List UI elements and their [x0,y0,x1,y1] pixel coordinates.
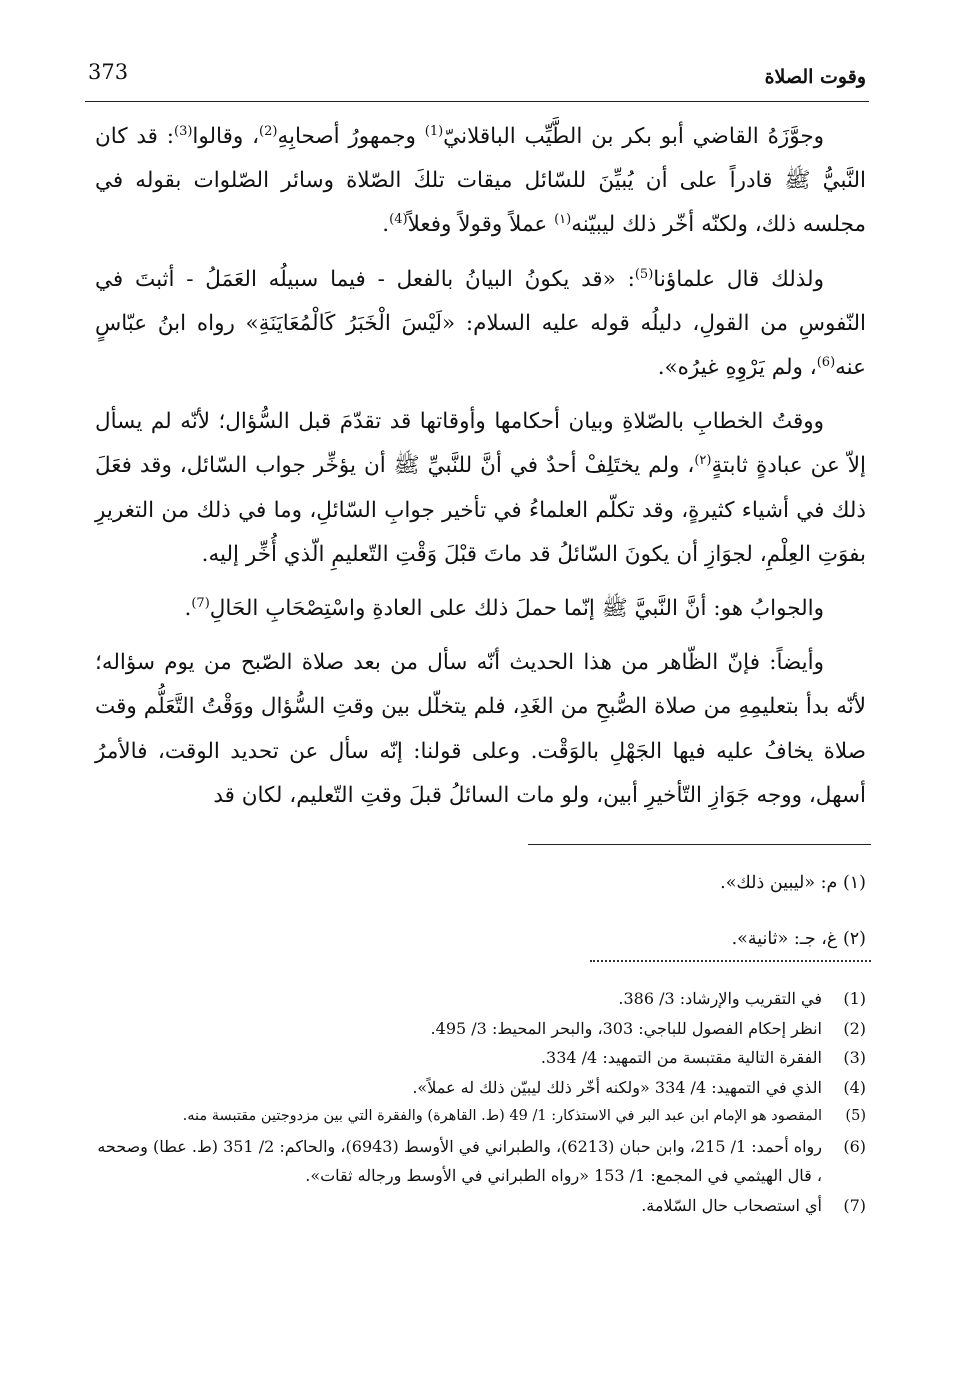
footnote-marker: (6) [816,354,836,370]
source-footnote [95,984,866,1014]
footnote-marker: (٢) [694,453,712,469]
footnote-rule [528,844,871,845]
footnote-text: الفقرة التالية مقتبسة من التمهيد: 4/ 334. [540,1048,822,1067]
editor-footnotes [95,855,866,967]
text-run: وجمهورُ أصحابِهِ [277,124,425,149]
text-run: ووقتُ الخطابِ بالصّلاةِ وبيان أحكامها وأوقاتها قد تقدّمَ قبل السُّؤال؛ لأنّه لم يسأل إلاّ عن عبادةٍ ثابتةٍ [95,409,867,479]
footnote-marker: (١) [554,212,572,228]
footnote-marker: (2) [259,123,278,139]
text-run: وأيضاً: فإنّ الظّاهر من هذا الحديث أنّه سأل من بعد صلاة الصّبح من يوم سؤاله؛ لأنّه بدأ بتعليمِهِ من صلاة الصُّبحِ من الغَدِ، فلم يتخلّل بين وقتِ السُّؤال ووَقْتُ التَّعَلُّم وقت صلاة يخافُ عليه فيها الجَهْلِ بالوَقْت. وعلى قولنا: إنّه سأل عن تحديد الوقت، فالأمرُ أسهل، ووجه جَوَازِ التّأخيرِ أبين، ولو مات السائلُ قبلَ وقتِ التّعليم، لكان قد [95,650,866,808]
source-footnote [95,1043,866,1073]
text-run: ولذلك قال علماؤنا [653,266,824,292]
editor-footnote [95,855,866,911]
footnote-separator-dots [590,960,871,962]
footnote-text: انظر إحكام الفصول للباجي: 303، والبحر المحيط: 3/ 495. [430,1018,822,1038]
text-run: . [382,212,390,238]
footnote-number: (2) [843,1018,866,1038]
text-run: والجوابُ هو: أنَّ النَّبيَّ ﷺ إنّما حملَ ذلك على العادةِ واسْتِصْحَابِ الحَالِ [209,596,824,622]
page-header [88,60,866,102]
source-footnote [95,1102,866,1132]
source-footnote [95,1191,866,1221]
paragraph [95,400,866,577]
paragraph [95,641,866,818]
footnote-text: م: «ليبين ذلك». [720,873,838,893]
text-run: عملاً وقولاً وفعلاً [407,212,555,238]
footnote-number: (7) [843,1195,866,1215]
editor-footnote [95,911,866,967]
footnote-text: في التقريب والإرشاد: 3/ 386. [618,989,822,1008]
footnote-number: (٢) [842,929,866,949]
footnote-marker: (4) [389,212,408,228]
source-footnote [95,1014,866,1044]
running-title: وقوت الصلاة [764,66,866,88]
text-run: وجوَّزَهُ القاضي أبو بكر بن الطَّيِّب الباقلانيّ [443,124,824,149]
footnote-number: (١) [842,873,866,893]
page-number: 373 [88,60,129,84]
text-run: : قد كان النَّبيُّ ﷺ قادراً على أن يُبيِّنَ للسّائل ميقات تلكَ الصّلاة وسائر الصّلوات بقوله في مجلسه ذلك، ولكنّه أخّر ذلك ليبيّنه [95,124,866,238]
text-run: ، ولم يختَلِفْ أحدٌ في أنَّ للنَّبيِّ ﷺ أن يؤخِّر جواب السّائل، وقد فعَلَ ذلك في أشياء كثيرةٍ، وقد تكلّم العلماءُ في تأخير جوابِ السّائلِ، وما في ذلك من التغريرِ بفوَتِ العِلْمِ، لجوَازِ أن يكونَ السّائلُ قد ماتَ قبْلَ وَقْتِ التّعليمِ الّذي أُخِّر إليه. [95,453,866,567]
footnote-number: (4) [843,1077,866,1097]
footnote-number: (1) [843,989,866,1008]
footnote-number: (5) [845,1108,866,1124]
source-footnotes [95,984,866,1220]
footnote-number: (3) [843,1048,866,1067]
footnote-text: الذي في التمهيد: 4/ 334 «ولكنه أخّر ذلك ليبيّن ذلك له عملاً». [412,1077,822,1097]
footnote-text: غ، جـ: «ثانية». [731,929,838,949]
footnote-marker: (5) [634,266,654,282]
source-footnote [95,1073,866,1103]
source-footnote [95,1132,866,1191]
footnote-text: أي استصحاب حال السّلامة. [641,1195,822,1215]
text-run: ، وقالوا [192,124,260,149]
footnote-marker: (7) [191,595,210,611]
text-run: : «قد يكونُ البيانُ بالفعل - فيما سبيلُه العَمَلُ - أثبتَ في النّفوسِ من القولِ، دليلُه قوله عليه السلام: «لَيْسَ الْخَبَرُ كَالْمُعَايَنَةِ» رواه ابنُ عبّاسٍ عنه [95,266,866,381]
footnote-marker: (3) [173,123,193,139]
paragraph [95,258,866,391]
header-rule [85,101,869,102]
main-text [95,115,866,818]
footnote-number: (6) [843,1136,866,1156]
footnote-text: المقصود هو الإمام ابن عبد البر في الاستذكار: 1/ 49 (ط. القاهرة) والفقرة التي بين مزدوجتين مقتبسة منه. [182,1108,822,1124]
text-run: . [184,596,192,622]
footnote-marker: (1) [424,123,444,139]
paragraph [95,115,866,248]
footnote-text: رواه أحمد: 1/ 215، وابن حبان (6213)، والطبراني في الأوسط (6943)، والحاكم: 2/ 351 (ط. عطا) وصححه ، قال الهيثمي في المجمع: 1/ 153 «رواه الطبراني في الأوسط ورجاله ثقات». [97,1136,822,1185]
text-run: ، ولم يَرْوِهِ غيرُه». [657,355,817,381]
paragraph [95,587,866,631]
